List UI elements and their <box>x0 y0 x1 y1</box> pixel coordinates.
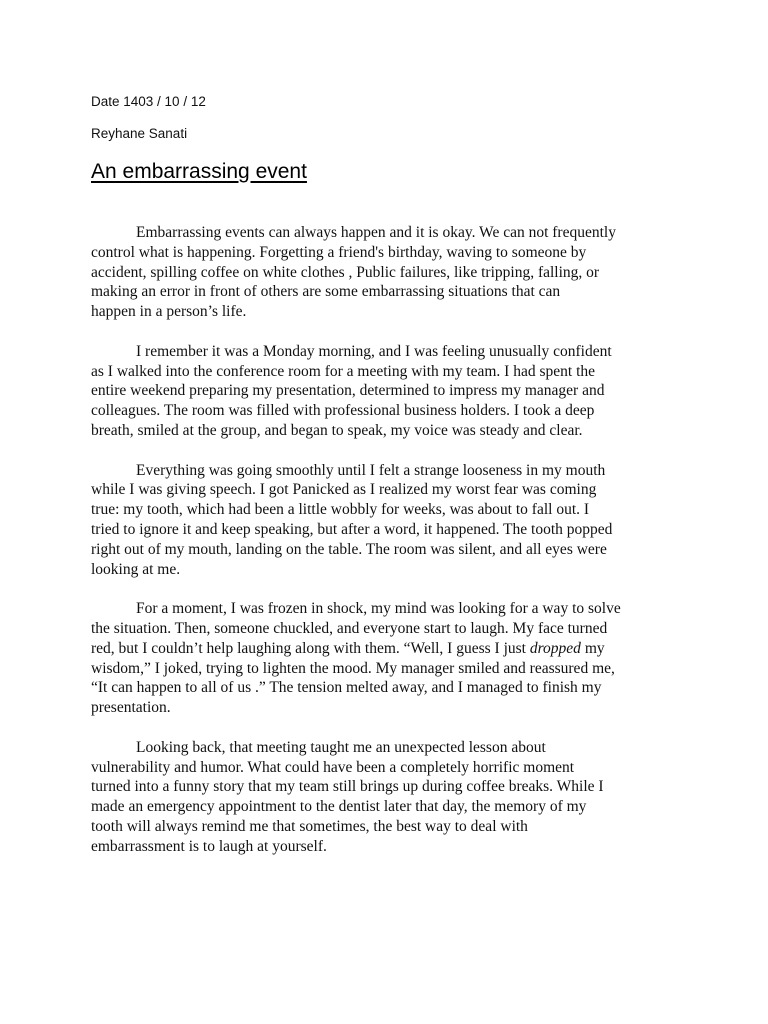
text-line: true: my tooth, which had been a little wobbly for weeks, was about to fall out. I <box>91 501 590 519</box>
paragraph-4 <box>91 599 691 718</box>
text-line: For a moment, I was frozen in shock, my mind was looking for a way to solve <box>136 600 621 618</box>
text-line: presentation. <box>91 699 171 717</box>
author-name: Reyhane Sanati <box>91 126 188 141</box>
paragraph-2 <box>91 342 691 441</box>
text-line: Embarrassing events can always happen and it is okay. We can not frequently <box>136 224 616 241</box>
essay-title: An embarrassing event <box>91 160 307 183</box>
paragraph-5 <box>91 738 691 857</box>
text-line: Everything was going smoothly until I felt a strange looseness in my mouth <box>136 461 606 479</box>
text-line: “It can happen to all of us .” The tension melted away, and I managed to finish my <box>91 679 602 697</box>
text-line: while I was giving speech. I got Panicked as I realized my worst fear was coming <box>91 481 597 499</box>
paragraph-3 <box>91 461 691 580</box>
text-line: colleagues. The room was filled with professional business holders. I took a deep <box>91 402 595 420</box>
essay-body <box>91 223 691 876</box>
text-line: vulnerability and humor. What could have been a completely horrific moment <box>91 758 575 776</box>
text-line: I remember it was a Monday morning, and I was feeling unusually confident <box>136 342 612 360</box>
text-line: making an error in front of others are some embarrassing situations that can <box>91 283 561 301</box>
text-line: tried to ignore it and keep speaking, but after a word, it happened. The tooth popped <box>91 520 613 538</box>
text-line: tooth will always remind me that sometimes, the best way to deal with <box>91 817 528 835</box>
text-line: entire weekend preparing my presentation, determined to impress my manager and <box>91 382 605 400</box>
text-line-with-italic <box>91 639 691 659</box>
date-line: Date 1403 / 10 / 12 <box>91 94 206 109</box>
text-line: Looking back, that meeting taught me an unexpected lesson about <box>136 738 546 756</box>
text-line: right out of my mouth, landing on the table. The room was silent, and all eyes were <box>91 540 607 558</box>
text-line: control what is happening. Forgetting a friend's birthday, waving to someone by <box>91 243 587 261</box>
text-line: wisdom,” I joked, trying to lighten the mood. My manager smiled and reassured me, <box>91 659 615 677</box>
text-line: turned into a funny story that my team still brings up during coffee breaks. While I <box>91 778 604 796</box>
text-segment: red, but I couldn’t help laughing along with them. “Well, I guess I just <box>91 639 526 657</box>
text-line: embarrassment is to laugh at yourself. <box>91 837 327 855</box>
text-segment: my <box>580 639 605 657</box>
paragraph-1 <box>91 223 691 322</box>
text-line: the situation. Then, someone chuckled, and everyone start to laugh. My face turned <box>91 619 608 637</box>
text-line: breath, smiled at the group, and began to speak, my voice was steady and clear. <box>91 421 583 439</box>
text-line: made an emergency appointment to the dentist later that day, the memory of my <box>91 798 587 816</box>
text-line: as I walked into the conference room for a meeting with my team. I had spent the <box>91 362 596 380</box>
text-line: happen in a person’s life. <box>91 303 247 321</box>
text-line: accident, spilling coffee on white clothes , Public failures, like tripping, falling, or <box>91 263 600 281</box>
text-line: looking at me. <box>91 560 181 578</box>
italic-word: dropped <box>529 639 581 657</box>
